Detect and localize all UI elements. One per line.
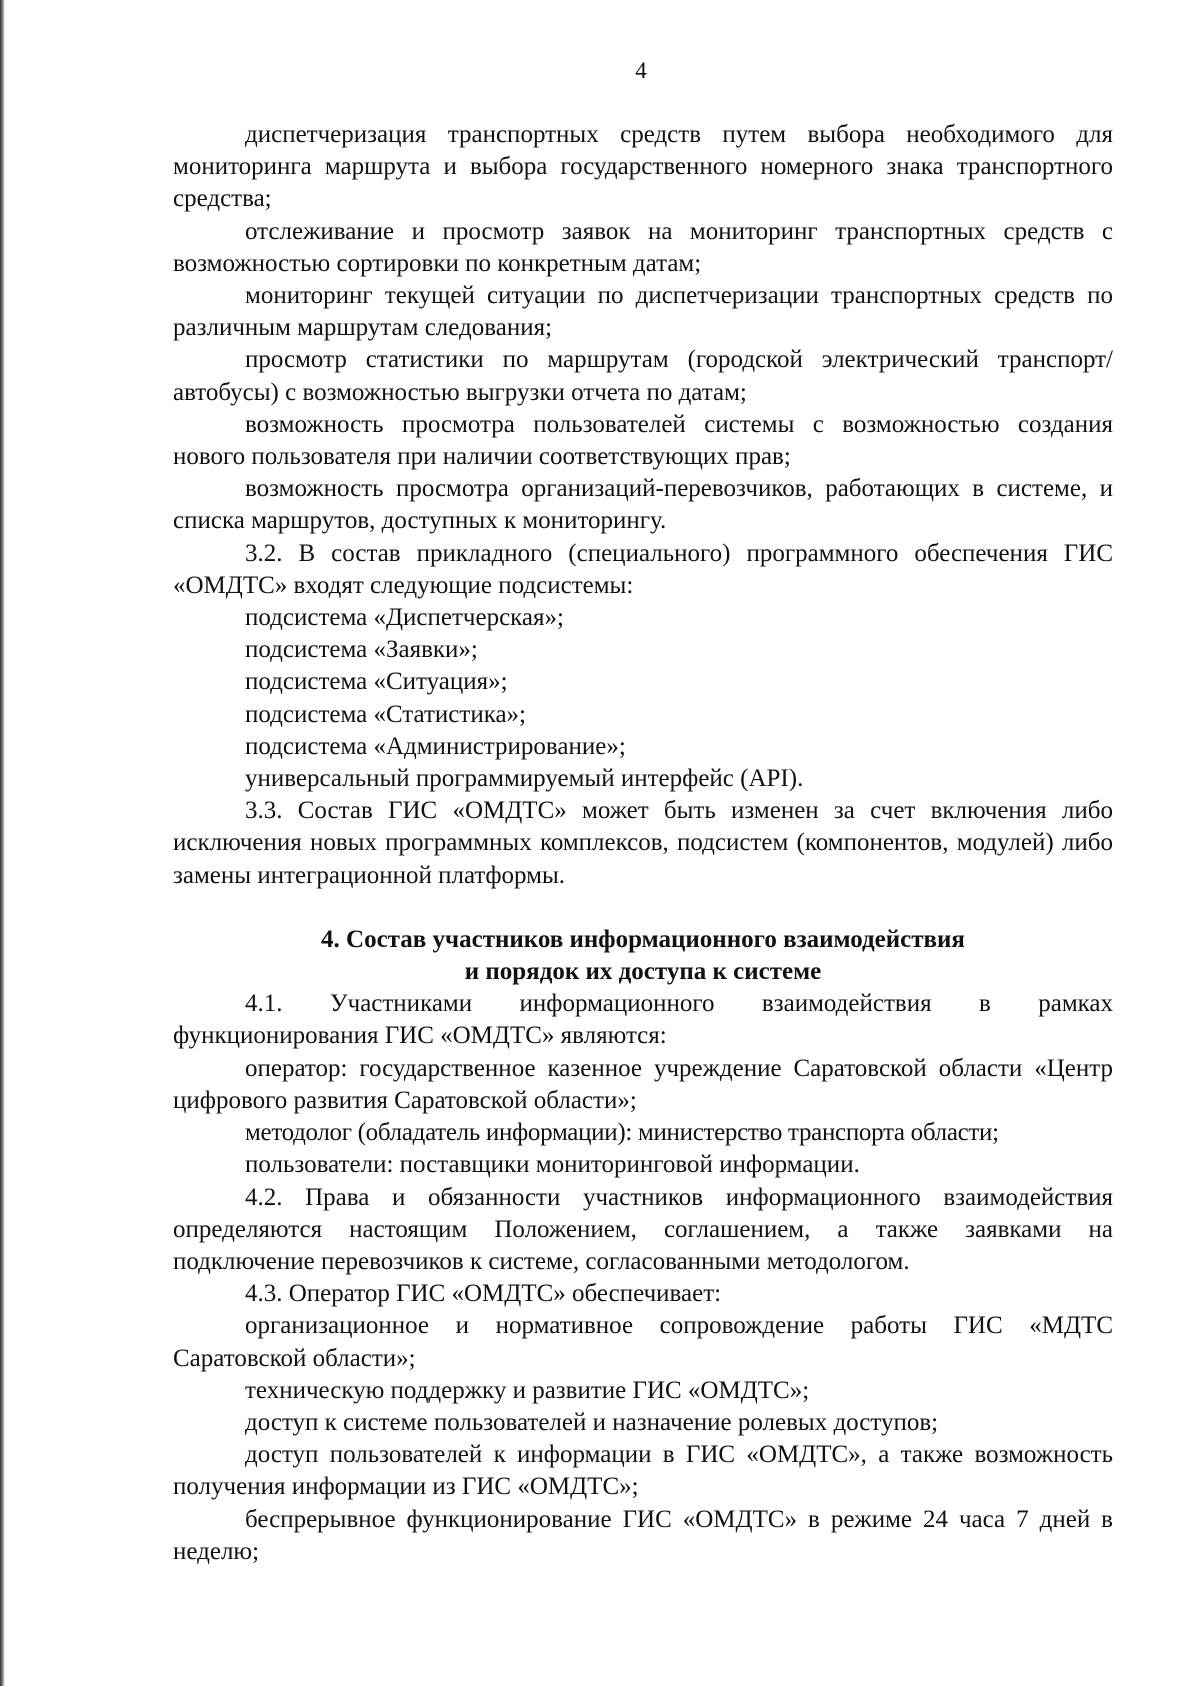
paragraph-situation: мониторинг текущей ситуации по диспетчеризации транспортных средств по различным маршрутам следования; — [173, 282, 1113, 342]
paragraph-statistics: просмотр статистики по маршрутам (городской электрический транспорт/автобусы) с возможностью выгрузки отчета по датам; — [173, 346, 1113, 406]
list-item-subsystem-statistics: подсистема «Статистика»; — [245, 700, 527, 728]
paragraph-dispatching: диспетчеризация транспортных средств путем выбора необходимого для мониторинга маршрута и выбора государственного номерного знака транспортного средства; — [173, 121, 1113, 213]
paragraph-access-roles: доступ к системе пользователей и назначение ролевых доступов; — [245, 1408, 939, 1436]
paragraph-4-3: 4.3. Оператор ГИС «ОМДТС» обеспечивает: — [245, 1280, 722, 1308]
paragraph-methodologist: методолог (обладатель информации): министерство транспорта области; — [245, 1119, 999, 1147]
list-item-subsystem-requests: подсистема «Заявки»; — [245, 636, 478, 664]
page-number: 4 — [635, 58, 647, 83]
section-heading — [173, 924, 1113, 988]
paragraph-carriers: возможность просмотра организаций-перевозчиков, работающих в системе, и списка маршрутов, доступных к мониторингу. — [173, 475, 1113, 535]
list-item-subsystem-dispatch: подсистема «Диспетчерская»; — [245, 604, 564, 632]
paragraph-org-support: организационное и нормативное сопровождение работы ГИС «МДТС Саратовской области»; — [173, 1312, 1113, 1372]
paragraph-uptime: беспрерывное функционирование ГИС «ОМДТС» в режиме 24 часа 7 дней в неделю; — [173, 1505, 1113, 1565]
paragraph-requests: отслеживание и просмотр заявок на мониторинг транспортных средств с возможностью сортировки по конкретным датам; — [173, 217, 1113, 277]
paragraph-users-suppliers: пользователи: поставщики мониторинговой информации. — [245, 1151, 860, 1179]
paragraph-4-1: 4.1. Участниками информационного взаимодействия в рамках функционирования ГИС «ОМДТС» являются: — [173, 990, 1113, 1050]
paragraph-users: возможность просмотра пользователей системы с возможностью создания нового пользователя при наличии соответствующих прав; — [173, 410, 1113, 471]
section-heading-line-1: 4. Состав участников информационного взаимодействия — [321, 925, 965, 953]
list-item-subsystem-situation: подсистема «Ситуация»; — [245, 668, 508, 696]
document-body — [173, 119, 1113, 1568]
paragraph-3-3: 3.3. Состав ГИС «ОМДТС» может быть изменен за счет включения либо исключения новых программных комплексов, подсистем (компонентов, модулей) либо замены интеграционной платформы. — [173, 797, 1113, 889]
paragraph-tech-support: техническую поддержку и развитие ГИС «ОМДТС»; — [245, 1376, 810, 1404]
list-item-subsystem-admin: подсистема «Администрирование»; — [245, 732, 626, 760]
list-item-api: универсальный программируемый интерфейс (API). — [245, 765, 804, 793]
paragraph-operator: оператор: государственное казенное учреждение Саратовской области «Центр цифрового развития Саратовской области»; — [173, 1054, 1113, 1114]
paragraph-3-2: 3.2. В состав прикладного (специального) программного обеспечения ГИС «ОМДТС» входят следующие подсистемы: — [173, 539, 1113, 599]
scan-edge — [0, 0, 5, 1686]
section-heading-line-2: и порядок их доступа к системе — [464, 958, 822, 986]
paragraph-user-access: доступ пользователей к информации в ГИС «ОМДТС», а также возможность получения информации из ГИС «ОМДТС»; — [173, 1441, 1113, 1501]
paragraph-4-2: 4.2. Права и обязанности участников информационного взаимодействия определяются настоящим Положением, соглашением, а также заявками на подключение перевозчиков к системе, согласованными методологом. — [173, 1183, 1113, 1275]
